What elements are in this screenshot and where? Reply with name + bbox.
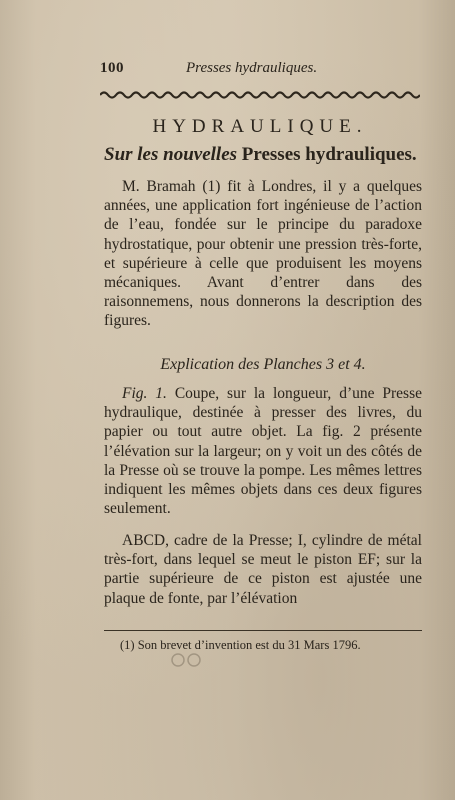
intro-paragraph: M. Bramah (1) fit à Londres, il y a quelques années, une application fort ingénieuse de l’action de l’eau, fondée sur le principe du paradoxe hydrostatique, pour obtenir une pression très-forte, et supérieure à celle que produisent les moyens mécaniques. Avant d’entrer dans des raisonnemens, nous donnerons la description des figures. xyxy=(104,178,422,330)
faded-stamp-mark xyxy=(168,652,208,668)
subtitle-roman: Presses hydrauliques. xyxy=(241,144,417,165)
subtitle-italic: Sur les nouvelles xyxy=(104,144,238,165)
page-number: 100 xyxy=(100,60,124,76)
figure-reference: Fig. 1. xyxy=(122,385,167,402)
footnote-rule xyxy=(104,630,422,631)
figure-paragraph xyxy=(104,384,422,518)
ornamental-rule xyxy=(100,88,420,102)
running-title: Presses hydrauliques. xyxy=(186,60,318,76)
footnote: (1) Son brevet d’invention est du 31 Mars 1796. xyxy=(120,638,361,652)
frame-paragraph: ABCD, cadre de la Presse; I, cylindre de métal très-fort, dans lequel se meut le piston EF; sur la partie supérieure de ce piston est ajustée une plaque de fonte, par l’élévation xyxy=(104,532,422,607)
figure-description: Coupe, sur la longueur, d’une Presse hydraulique, destinée à presser des livres, du papier ou tout autre objet. La fig. 2 présente l’élévation sur la largeur; on y voit un des côtés de la Presse où se trouve la pompe. Les mêmes lettres indiquent les mêmes objets dans ces deux figures seulement. xyxy=(104,385,422,518)
section-subtitle xyxy=(104,144,424,166)
running-head xyxy=(100,60,350,84)
section-title: HYDRAULIQUE. xyxy=(152,116,368,137)
plates-heading: Explication des Planches 3 et 4. xyxy=(160,356,366,373)
